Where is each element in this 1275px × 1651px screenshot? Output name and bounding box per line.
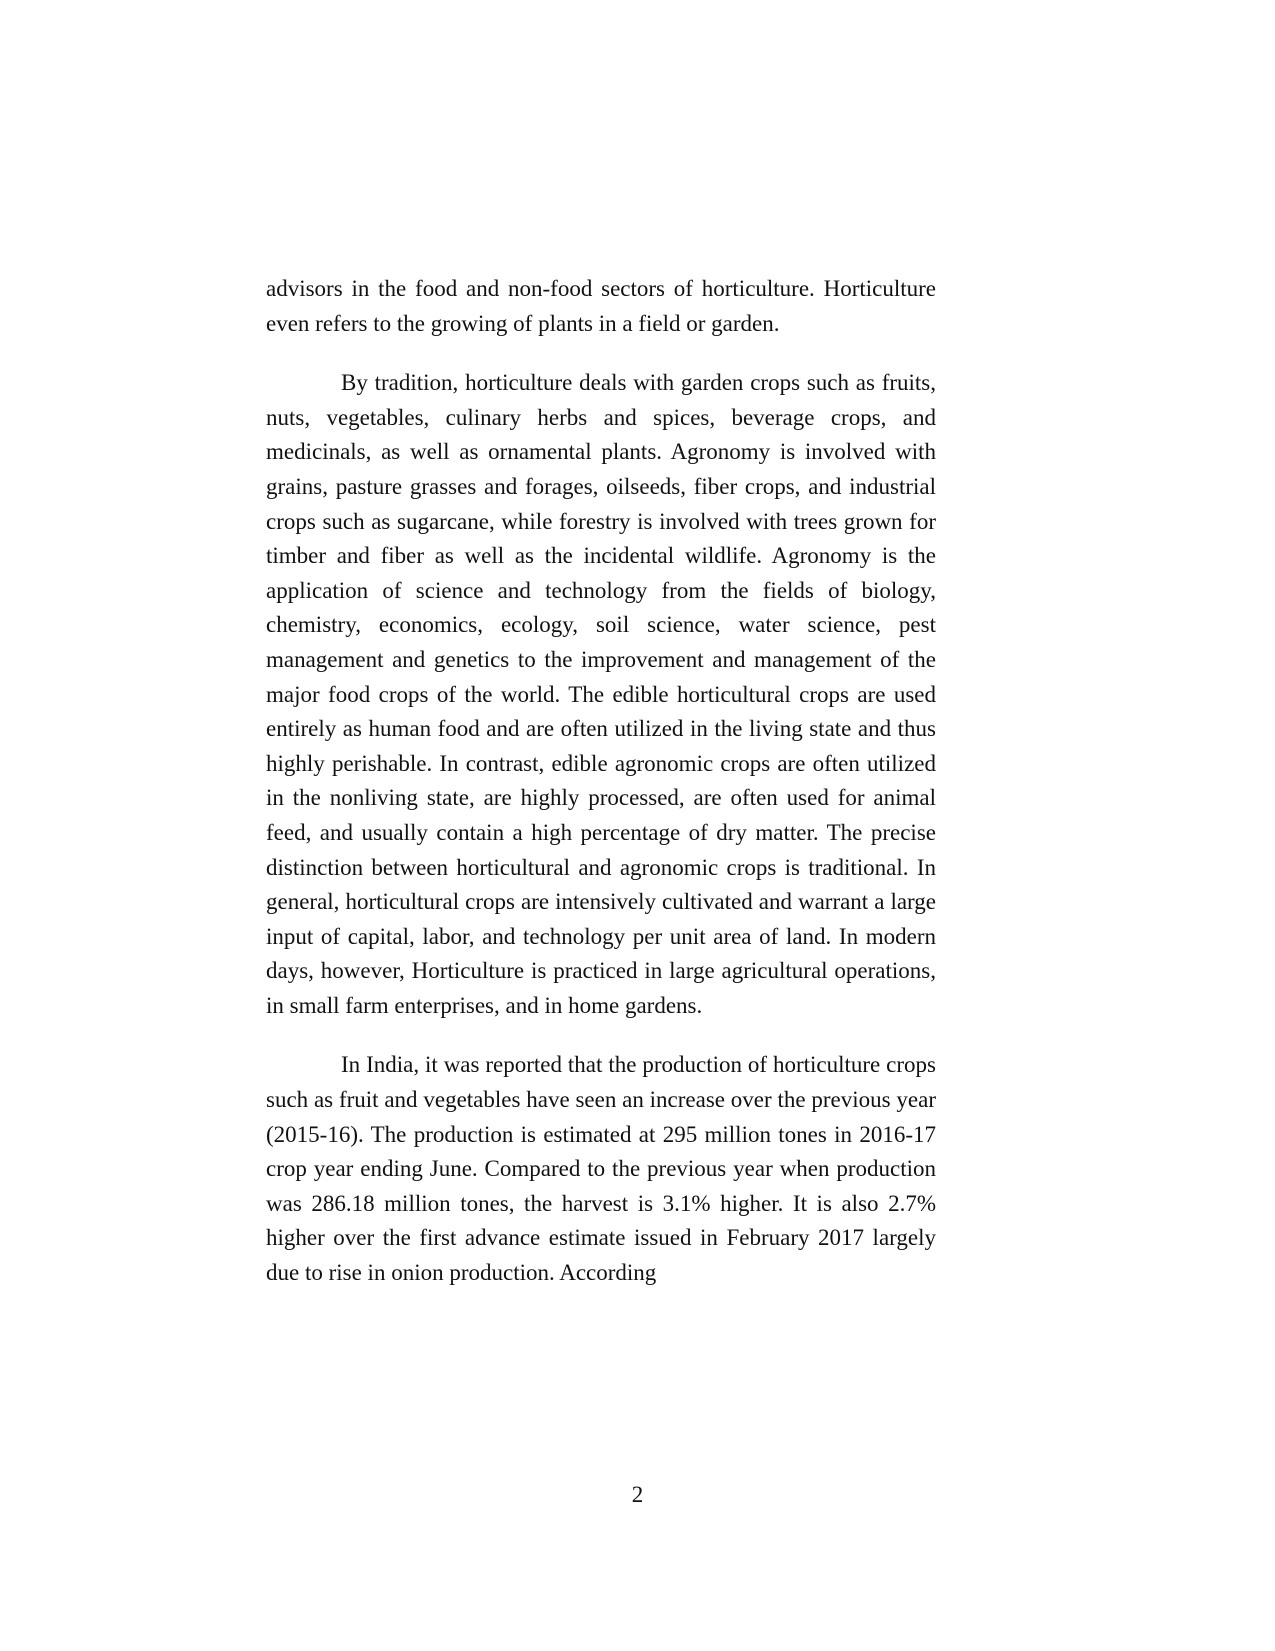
paragraph-horticulture-tradition: By tradition, horticulture deals with garden crops such as fruits, nuts, vegetables, culinary herbs and spices, beverage crops, and medicinals, as well as ornamental plants. Agronomy is involved with grains, pasture grasses and forages, oilseeds, fiber crops, and industrial crops such as sugarcane, while forestry is involved with trees grown for timber and fiber as well as the incidental wildlife. Agronomy is the application of science and technology from the fields of biology, chemistry, economics, ecology, soil science, water science, pest management and genetics to the improvement and management of the major food crops of the world. The edible horticultural crops are used entirely as human food and are often utilized in the living state and thus highly perishable. In contrast, edible agronomic crops are often utilized in the nonliving state, are highly processed, are often used for animal feed, and usually contain a high percentage of dry matter. The precise distinction between horticultural and agronomic crops is traditional. In general, horticultural crops are intensively cultivated and warrant a large input of capital, labor, and technology per unit area of land. In modern days, however, Horticulture is practiced in large agricultural operations, in small farm enterprises, and in home gardens.	[266, 370, 936, 1018]
paragraph-india-production: In India, it was reported that the production of horticulture crops such as fruit and vegetables have seen an increase over the previous year (2015-16). The production is estimated at 295 million tones in 2016-17 crop year ending June. Compared to the previous year when production was 286.18 million tones, the harvest is 3.1% higher. It is also 2.7% higher over the first advance estimate issued in February 2017 largely due to rise in onion production. According	[266, 1052, 936, 1286]
paragraph-continuation: advisors in the food and non-food sectors of horticulture. Horticulture even refers to the growing of plants in a field or garden.	[266, 276, 936, 336]
body-text	[266, 272, 936, 1291]
page-number: 2	[631, 1482, 644, 1507]
